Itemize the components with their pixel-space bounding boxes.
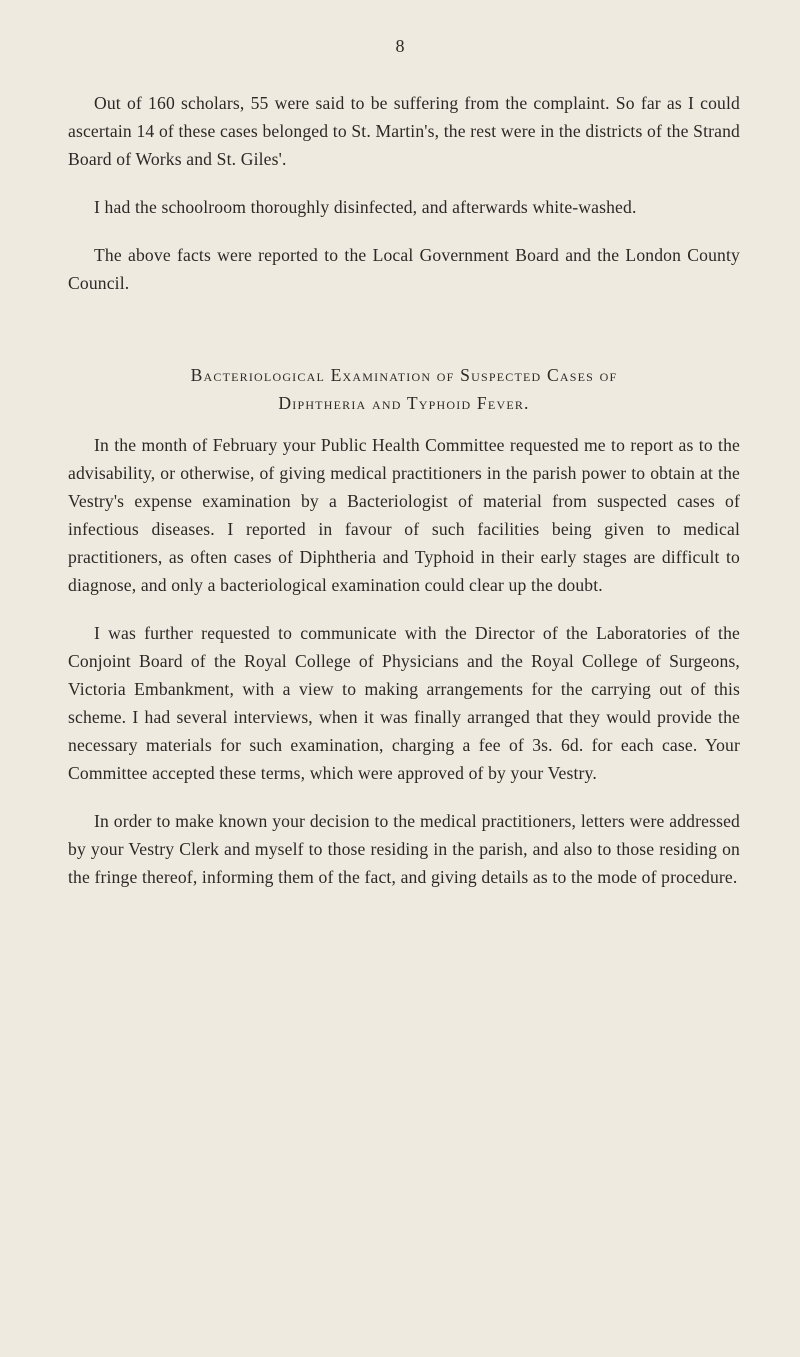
paragraph-complaint-cases: Out of 160 scholars, 55 were said to be suffering from the complaint. So far as I could ascertain 14 of these cases belonged to St. Martin's, the rest were in the districts of the Strand Board of Works and St. Giles'. <box>68 93 740 169</box>
section-heading-line-2: Diphtheria and Typhoid Fever. <box>278 393 530 413</box>
section-heading-line-1: Bacteriological Examination of Suspected Cases of <box>190 365 618 385</box>
paragraph-committee-request: In the month of February your Public Health Committee requested me to report as to the advisability, or otherwise, of giving medical practitioners in the parish power to obtain at the Vestry's expense examination by a Bacteriologist of material from suspected cases of infectious diseases. I reported in favour of such facilities being given to medical practitioners, as often cases of Diphtheria and Typhoid in their early stages are difficult to diagnose, and only a bacteriological examination could clear up the doubt. <box>68 435 740 595</box>
document-body <box>68 89 740 891</box>
paragraph-reported: The above facts were reported to the Local Government Board and the London County Council. <box>68 245 740 293</box>
section-heading <box>68 361 740 417</box>
paragraph-letters-to-practitioners: In order to make known your decision to the medical practitioners, letters were addressed by your Vestry Clerk and myself to those residing in the parish, and also to those residing on the fringe thereof, informing them of the fact, and giving details as to the mode of procedure. <box>68 811 740 887</box>
paragraph-disinfection: I had the schoolroom thoroughly disinfected, and afterwards white-washed. <box>94 197 637 217</box>
page-number: 8 <box>395 36 405 56</box>
paragraph-laboratory-arrangements: I was further requested to communicate with the Director of the Laboratories of the Conjoint Board of the Royal College of Physicians and the Royal College of Surgeons, Victoria Embankment, with a view to making arrangements for the carrying out of this scheme. I had several interviews, when it was finally arranged that they would provide the necessary materials for such examination, charging a fee of 3s. 6d. for each case. Your Committee accepted these terms, which were approved of by your Vestry. <box>68 623 740 783</box>
